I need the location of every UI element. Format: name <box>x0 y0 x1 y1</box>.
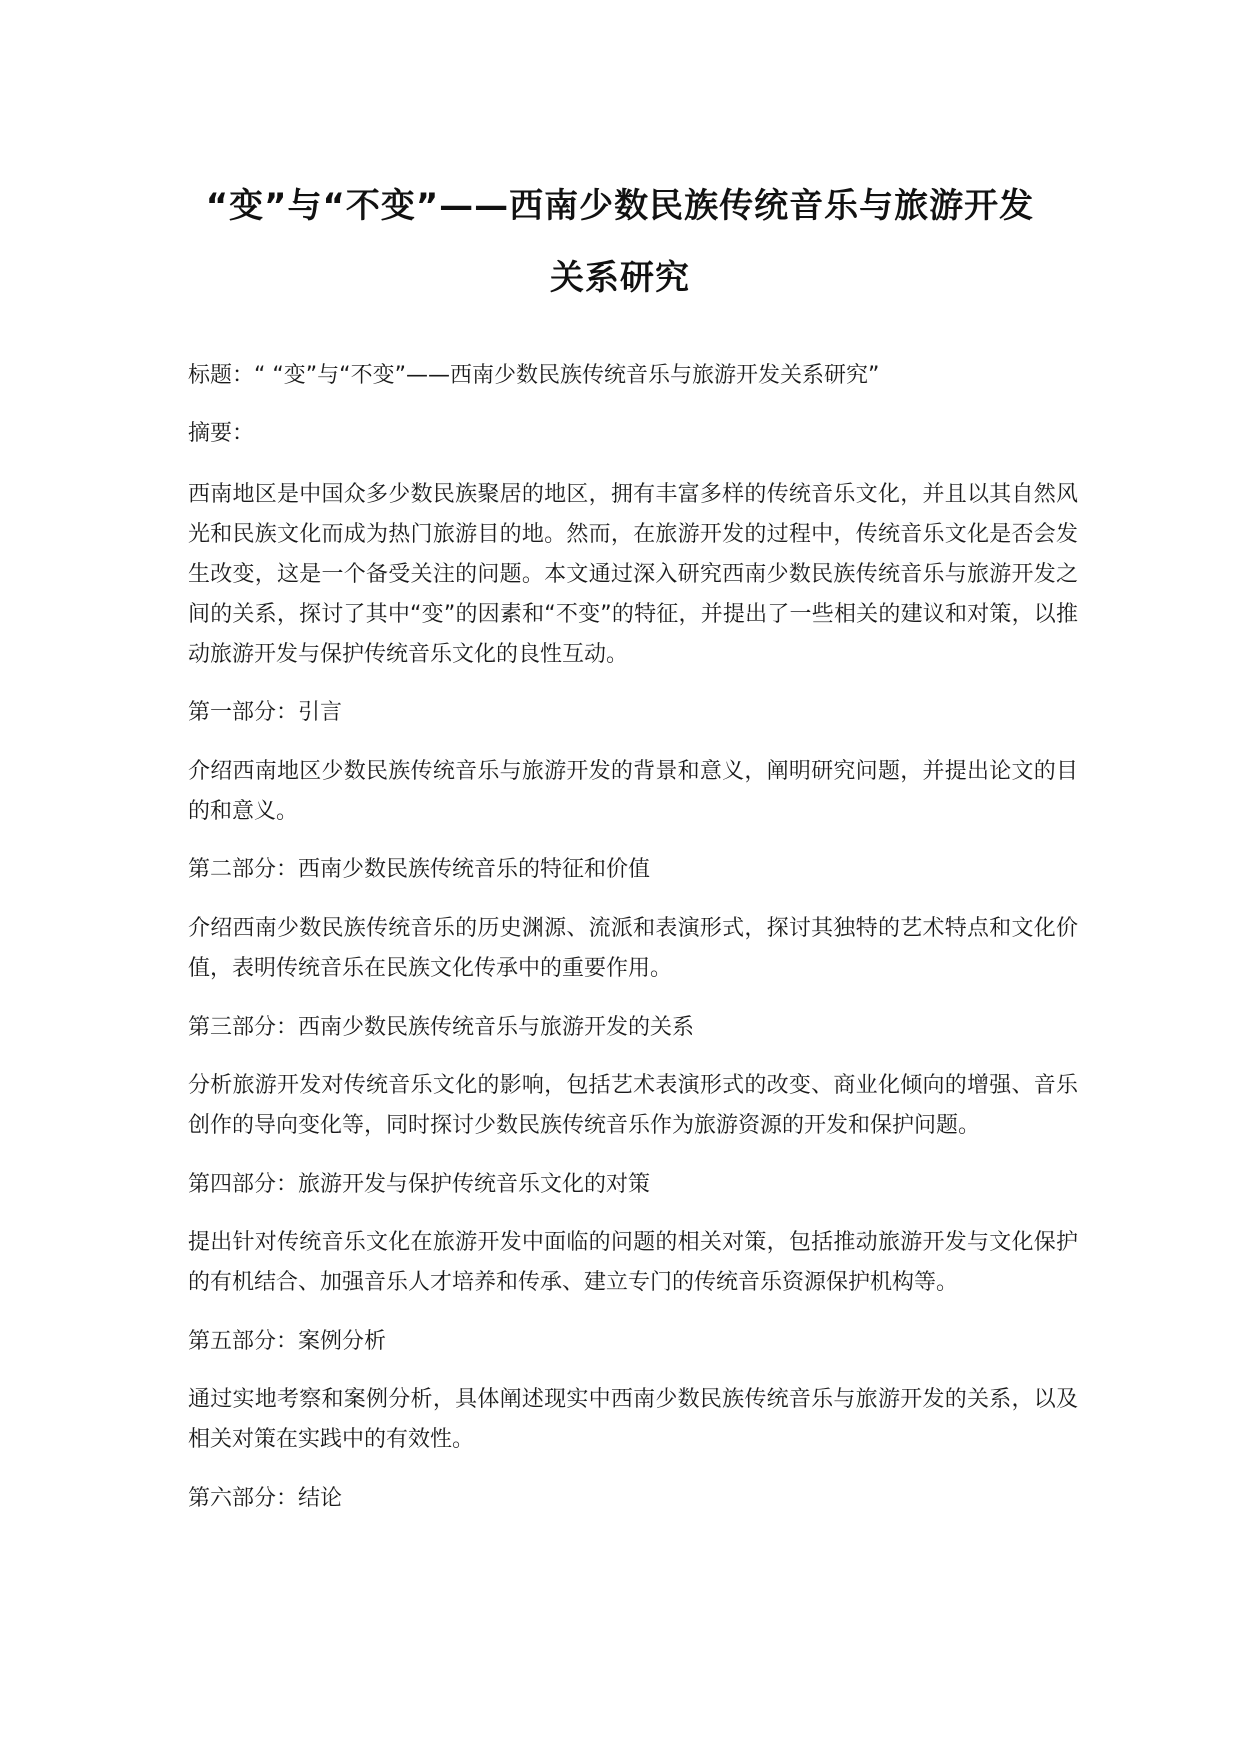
abstract-heading: 摘要： <box>188 421 255 446</box>
section-body-5: 通过实地考察和案例分析，具体阐述现实中西南少数民族传统音乐与旅游开发的关系，以及相关对策在实践中的有效性。 <box>188 1387 1078 1452</box>
section-heading-5: 第五部分：案例分析 <box>188 1329 387 1354</box>
document-title-line-1: “变”与“不变”——西南少数民族传统音乐与旅游开发 <box>205 186 1035 226</box>
document-title-line-2: 关系研究 <box>550 258 690 298</box>
section-body-2: 介绍西南少数民族传统音乐的历史渊源、流派和表演形式，探讨其独特的艺术特点和文化价值，表明传统音乐在民族文化传承中的重要作用。 <box>188 916 1078 981</box>
section-body-4: 提出针对传统音乐文化在旅游开发中面临的问题的相关对策，包括推动旅游开发与文化保护的有机结合、加强音乐人才培养和传承、建立专门的传统音乐资源保护机构等。 <box>188 1230 1078 1295</box>
section-body-1: 介绍西南地区少数民族传统音乐与旅游开发的背景和意义，阐明研究问题，并提出论文的目的和意义。 <box>188 759 1078 824</box>
section-heading-3: 第三部分：西南少数民族传统音乐与旅游开发的关系 <box>188 1015 695 1040</box>
section-heading-2: 第二部分：西南少数民族传统音乐的特征和价值 <box>188 857 651 882</box>
abstract-paragraph: 西南地区是中国众多少数民族聚居的地区，拥有丰富多样的传统音乐文化，并且以其自然风光和民族文化而成为热门旅游目的地。然而，在旅游开发的过程中，传统音乐文化是否会发生改变，这是一个备受关注的问题。本文通过深入研究西南少数民族传统音乐与旅游开发之间的关系，探讨了其中“变”的因素和“不变”的特征，并提出了一些相关的建议和对策，以推动旅游开发与保护传统音乐文化的良性互动。 <box>188 482 1078 667</box>
section-body-3: 分析旅游开发对传统音乐文化的影响，包括艺术表演形式的改变、商业化倾向的增强、音乐创作的导向变化等，同时探讨少数民族传统音乐作为旅游资源的开发和保护问题。 <box>188 1073 1078 1138</box>
section-heading-6: 第六部分：结论 <box>188 1486 343 1511</box>
section-heading-1: 第一部分：引言 <box>188 700 343 725</box>
section-heading-4: 第四部分：旅游开发与保护传统音乐文化的对策 <box>188 1172 651 1197</box>
title-label-paragraph: 标题：“ “变”与“不变”——西南少数民族传统音乐与旅游开发关系研究” <box>188 363 880 388</box>
